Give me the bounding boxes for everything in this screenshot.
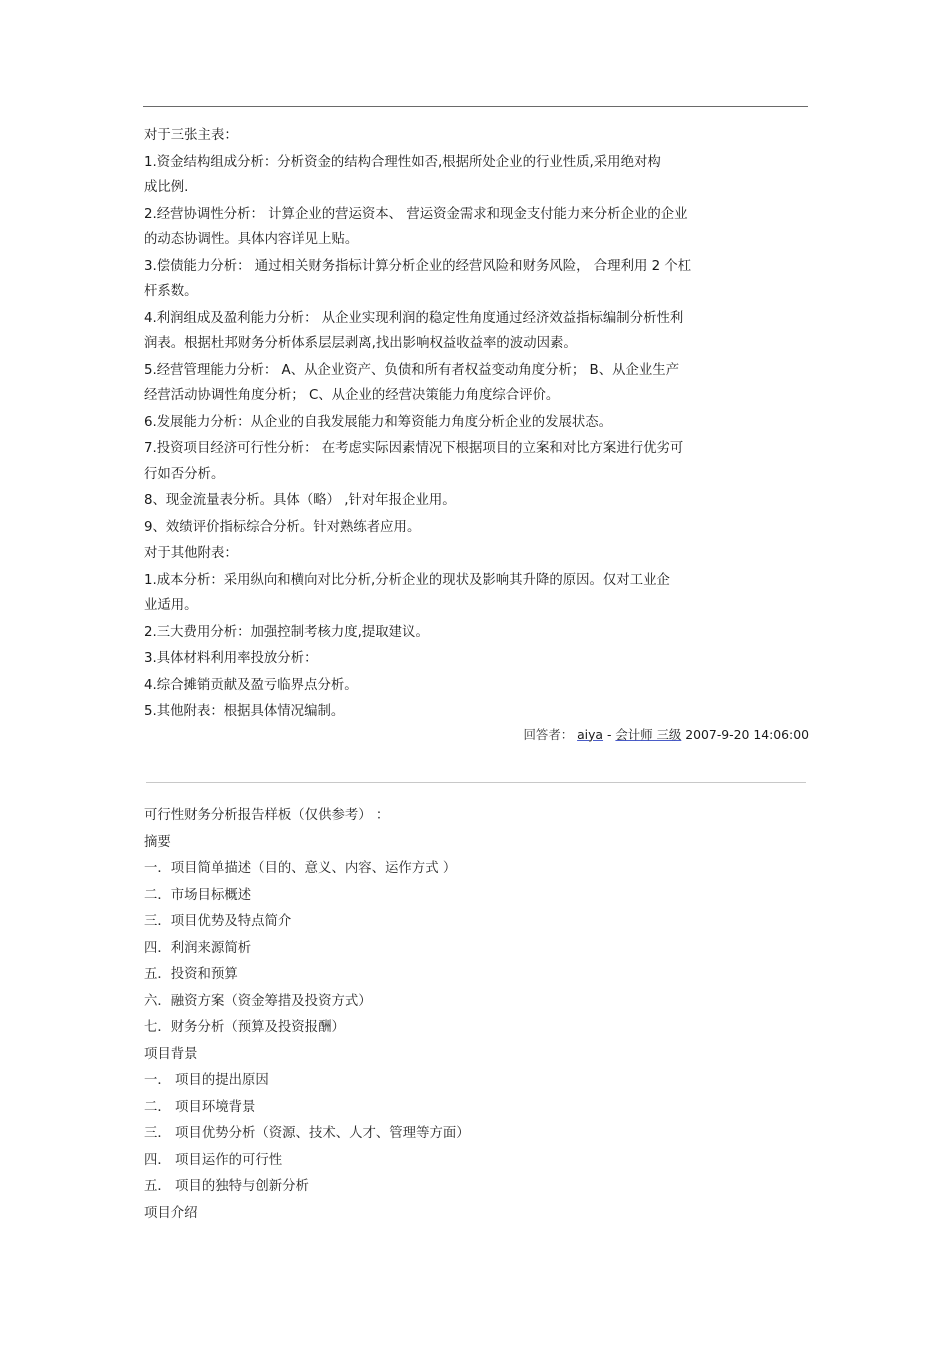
outline-heading: 项目背景 (144, 1046, 198, 1062)
text-line: 业适用。 (144, 598, 198, 613)
section-divider (146, 782, 806, 783)
answer-timestamp: 2007-9-20 14:06:00 (685, 726, 809, 742)
text-line: 3.偿债能力分析： 通过相关财务指标计算分析企业的经营风险和财务风险， 合理利用 2 个杠 (144, 258, 692, 274)
answerer-label: 回答者： (523, 726, 574, 742)
text-line: 1.成本分析：采用纵向和横向对比分析,分析企业的现状及影响其升降的原因。仅对工业企 (144, 572, 670, 588)
text-line: 4.利润组成及盈利能力分析： 从企业实现利润的稳定性角度通过经济效益指标编制分析性利 (144, 310, 684, 326)
text-line: 6.发展能力分析：从企业的自我发展能力和筹资能力角度分析企业的发展状态。 (144, 414, 613, 430)
outline-item: 六．融资方案（资金筹措及投资方式） (144, 993, 372, 1009)
outline-item: 五．投资和预算 (144, 967, 238, 982)
text-line: 7.投资项目经济可行性分析： 在考虑实际因素情况下根据项目的立案和对比方案进行优劣可 (144, 441, 684, 456)
outline-item: 四． 项目运作的可行性 (144, 1152, 283, 1168)
report-template-section (144, 803, 809, 1227)
text-line: 杆系数。 (144, 284, 198, 299)
text-line: 5.经营管理能力分析： A、从企业资产、负债和所有者权益变动角度分析； B、从企业生产 (144, 362, 680, 378)
outline-item: 五． 项目的独特与创新分析 (144, 1179, 309, 1194)
text-line: 4.综合摊销贡献及盈亏临界点分析。 (144, 677, 358, 693)
answer-separator: - (606, 726, 612, 742)
top-divider (143, 106, 808, 107)
text-line: 成比例. (144, 180, 189, 195)
text-line: 9、效绩评价指标综合分析。针对熟练者应用。 (144, 519, 421, 535)
text-line: 润表。根据杜邦财务分析体系层层剥离,找出影响权益收益率的波动因素。 (144, 336, 577, 351)
report-title: 可行性财务分析报告样板（仅供参考） ： (144, 808, 390, 823)
outline-item: 二． 项目环境背景 (144, 1099, 256, 1115)
subheading-line: 对于其他附表： (144, 546, 238, 561)
outline-item: 二．市场目标概述 (144, 887, 252, 903)
answer-meta (144, 724, 809, 746)
text-line: 2.三大费用分析：加强控制考核力度,提取建议。 (144, 624, 429, 640)
text-line: 3.具体材料利用率投放分析： (144, 651, 318, 666)
outline-item: 七．财务分析（预算及投资报酬） (144, 1020, 345, 1035)
text-line: 经营活动协调性角度分析； C、从企业的经营决策能力角度综合评价。 (144, 388, 560, 403)
outline-item: 三．项目优势及特点简介 (144, 914, 292, 929)
text-line: 的动态协调性。具体内容详见上贴。 (144, 232, 359, 247)
outline-heading: 项目介绍 (144, 1205, 198, 1221)
text-line: 2.经营协调性分析： 计算企业的营运资本、 营运资金需求和现金支付能力来分析企业的企业 (144, 206, 688, 222)
outline-item: 一． 项目的提出原因 (144, 1073, 269, 1088)
answerer-rank-link[interactable]: 会计师 三级 (615, 726, 682, 742)
section-heading: 对于三张主表： (144, 128, 238, 143)
outline-item: 四．利润来源简析 (144, 940, 252, 956)
text-line: 8、现金流量表分析。具体（略） ,针对年报企业用。 (144, 493, 456, 508)
answerer-user-link[interactable]: aiya (577, 726, 604, 742)
answer-section (144, 123, 809, 746)
text-line: 行如否分析。 (144, 466, 225, 482)
outline-item: 三． 项目优势分析（资源、技术、人才、管理等方面） (144, 1126, 470, 1141)
outline-item: 一．项目简单描述（目的、意义、内容、运作方式 ） (144, 861, 457, 876)
text-line: 1.资金结构组成分析：分析资金的结构合理性如否,根据所处企业的行业性质,采用绝对构 (144, 154, 661, 170)
outline-heading: 摘要 (144, 834, 171, 850)
text-line: 5.其他附表：根据具体情况编制。 (144, 704, 345, 719)
